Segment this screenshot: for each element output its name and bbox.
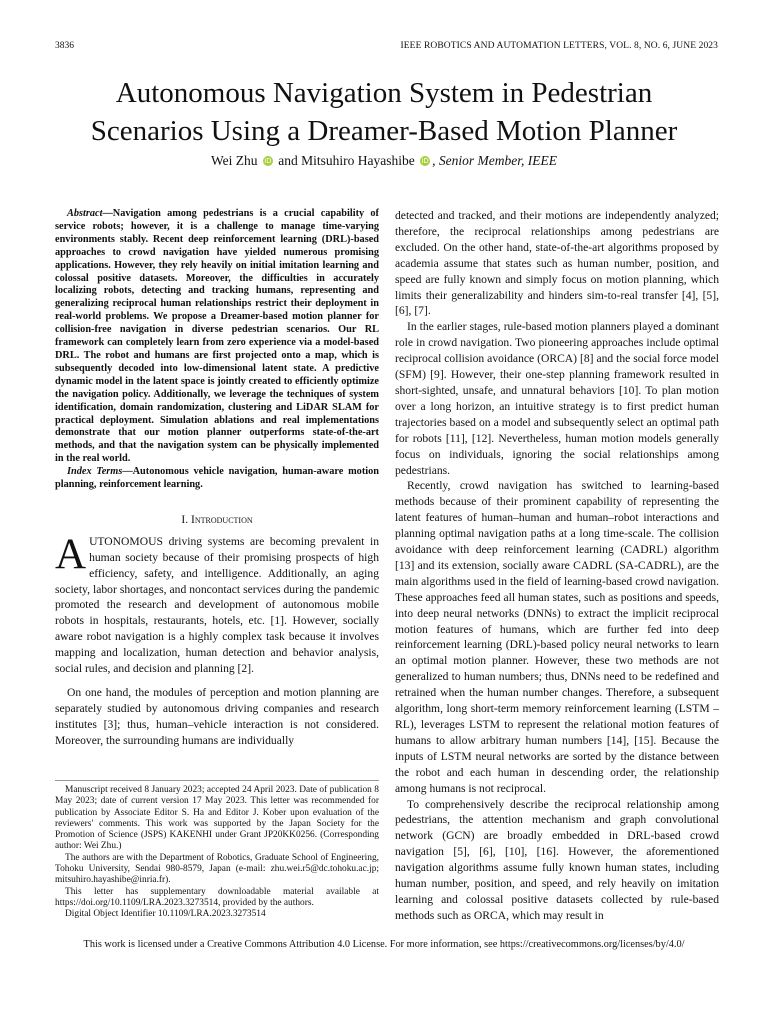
title-line-2: Scenarios Using a Dreamer-Based Motion Planner <box>90 115 678 147</box>
footnote-affiliation: The authors are with the Department of Robotics, Graduate School of Engineering, Tohoku University, Sendai 980-8579, Japan (e-mail: zhu.wei.r5@dc.tohoku.ac.jp; mitsuhiro.hayashibe@inria.fr). <box>55 852 379 886</box>
author-2: and Mitsuhiro Hayashibe <box>278 153 415 168</box>
index-terms <box>55 466 379 492</box>
right-paragraph-1: detected and tracked, and their motions are independently analyzed; therefore, the reciprocal relationships among pedestrians are excluded. On the other hand, state-of-the-art algorithms proposed by academia assume that states such as human number, position, and speed are fully known and simply focus on motion planning, which limits their generalizability and hinders sim-to-real transfer [4], [5], [6], [7]. <box>395 209 719 318</box>
abstract-label: Abstract <box>67 208 103 219</box>
section-number: I. <box>181 512 189 526</box>
right-paragraph-3: Recently, crowd navigation has switched to learning-based methods because of their prominent capability of representing the latent features of human–human and human–robot interactions and planning optimal navigation paths at a long time-scale. The collision avoidance with deep reinforcement learning (CADRL) algorithm [13] and its extension, socially aware CADRL (SA-CADRL), are the main algorithms used in the field of learning-based crowd navigation. These approaches feed all human states, such as positions and speeds, into deep neural networks (DNNs) to extract the implicit reciprocal motion features of humans, which are further fed into deep reinforcement learning (DRL)-based policy neural networks to learn an optimal motion planner. However, these two methods are not generalized to human numbers; thus, DNNs need to be redefined and retrained when the human number changes. Therefore, a subsequent algorithm, long short-term memory reinforcement learning (LSTM – RL), leverages LSTM to represent the relational motion features of humans to allow arbitrary human numbers [14], [15]. Because the inputs of LSTM neural networks are sorted by the distance between the robot and each human in descending order, the relationship among humans is not reciprocal. <box>395 479 719 795</box>
footnote-supplementary: This letter has supplementary downloadable material available at https://doi.org/10.1109/LRA.2023.3273514, provided by the authors. <box>55 886 379 908</box>
intro-paragraph-1-text: UTONOMOUS driving systems are becoming prevalent in human society because of their promising prospects of high efficiency, safety, and intelligence. Additionally, an aging society, labor shortages, and noncontact services during the pandemic promoted the research and development of autonomous mobile robots in hospitals, restaurants, hotels, etc. [1]. However, socially aware robot navigation is a highly complex task because it involves mapping and localization, human detection and behavior analysis, social rules, and decision and planning [2]. <box>55 534 379 676</box>
section-heading <box>55 512 379 528</box>
author-line <box>0 153 768 169</box>
index-terms-label: Index Terms <box>67 466 123 478</box>
right-paragraph-4: To comprehensively describe the reciprocal relationship among pedestrians, the attention mechanism and graph convolutional network (GCN) are broadly embedded in DRL-based crowd navigation [5], [6], [10], [16]. However, the aforementioned navigation algorithms assume fully known human states, including human number, position, and speed, and rely heavily on imitation learning and colossal positive datasets collected by rule-based methods such as ORCA, which may result in <box>395 797 719 922</box>
author-1: Wei Zhu <box>211 153 258 168</box>
orcid-icon[interactable]: iD <box>264 157 272 165</box>
license-notice: This work is licensed under a Creative Commons Attribution 4.0 License. For more information, see https://creativecommons.org/licenses/by/4.0/ <box>83 939 685 950</box>
right-paragraph-2: In the earlier stages, rule-based motion planners played a dominant role in crowd navigation. Two pioneering approaches include optimal reciprocal collision avoidance (ORCA) [8] and the social force model (SFM) [9]. However, their one-step planning framework resulted in short-sighted, unsafe, and unnatural behaviors [10]. To plan motion over a long horizon, an intuitive strategy is to first predict human trajectories based on a model and subsequently select an optimal path for robots [11], [12]. Nevertheless, human motion models generally focus on individuals, ignoring the social relationships among pedestrians. <box>395 320 719 477</box>
abstract-text: —Navigation among pedestrians is a crucial capability of service robots; however, it is a challenge to manage time-varying environments stably. Recent deep reinforcement learning (DRL)-based approaches to crowd navigation have yielded numerous promising applications. However, they rely heavily on initial imitation learning and colossal positive datasets. Moreover, the difficulties in accurately localizing robots, detecting and tracking humans, representing and generalizing reciprocal human relationships restrict their deployment in real-world problems. We propose a Dreamer-based motion planner for collision-free navigation in diverse pedestrian scenarios. Our RL framework can completely learn from zero experience via a model-based DRL. The robot and humans are first projected onto a map, which is subsequently decoded into low-dimensional latent state. A predictive dynamic model in the latent space is jointly created to efficiently optimize the navigation policy. Additionally, we leverage the techniques of system identification, domain randomization, clustering and LiDAR SLAM for practical deployment. Simulation ablations and real implementations demonstrate that our motion planner outperforms state-of-the-art methods, and that the navigation system can be physically implemented in the real world. <box>55 208 379 465</box>
abstract <box>55 208 379 466</box>
drop-cap: A <box>55 530 87 578</box>
orcid-icon[interactable]: iD <box>421 157 429 165</box>
page-number: 3836 <box>55 41 74 51</box>
right-column <box>395 208 719 924</box>
intro-paragraph-2: On one hand, the modules of perception and motion planning are separately studied by autonomous driving companies and research institutes [3]; thus, human–vehicle interaction is not considered. Moreover, the surrounding humans are individually <box>55 686 379 747</box>
title-line-1: Autonomous Navigation System in Pedestrian <box>115 77 653 109</box>
running-header: IEEE ROBOTICS AND AUTOMATION LETTERS, VOL. 8, NO. 6, JUNE 2023 <box>400 41 718 51</box>
footnote-manuscript: Manuscript received 8 January 2023; accepted 24 April 2023. Date of publication 8 May 2023; date of current version 17 May 2023. This letter was recommended for publication by Associate Editor S. Ha and Editor J. Kober upon evaluation of the reviewers' comments. This work was supported by the Japan Society for the Promotion of Science (JSPS) KAKENHI under Grant JP20KK0256. (Corresponding author: Wei Zhu.) <box>55 785 379 852</box>
index-terms-text: —Autonomous vehicle navigation, human-aware motion planning, reinforcement learning. <box>55 466 379 491</box>
author-affiliation: , Senior Member, IEEE <box>432 153 557 168</box>
left-column <box>55 208 379 749</box>
paper-title <box>0 74 768 150</box>
intro-paragraph-1 <box>55 530 379 677</box>
footnotes <box>55 780 379 921</box>
footnote-doi: Digital Object Identifier 10.1109/LRA.2023.3273514 <box>65 909 266 920</box>
section-name: Introduction <box>191 512 253 526</box>
